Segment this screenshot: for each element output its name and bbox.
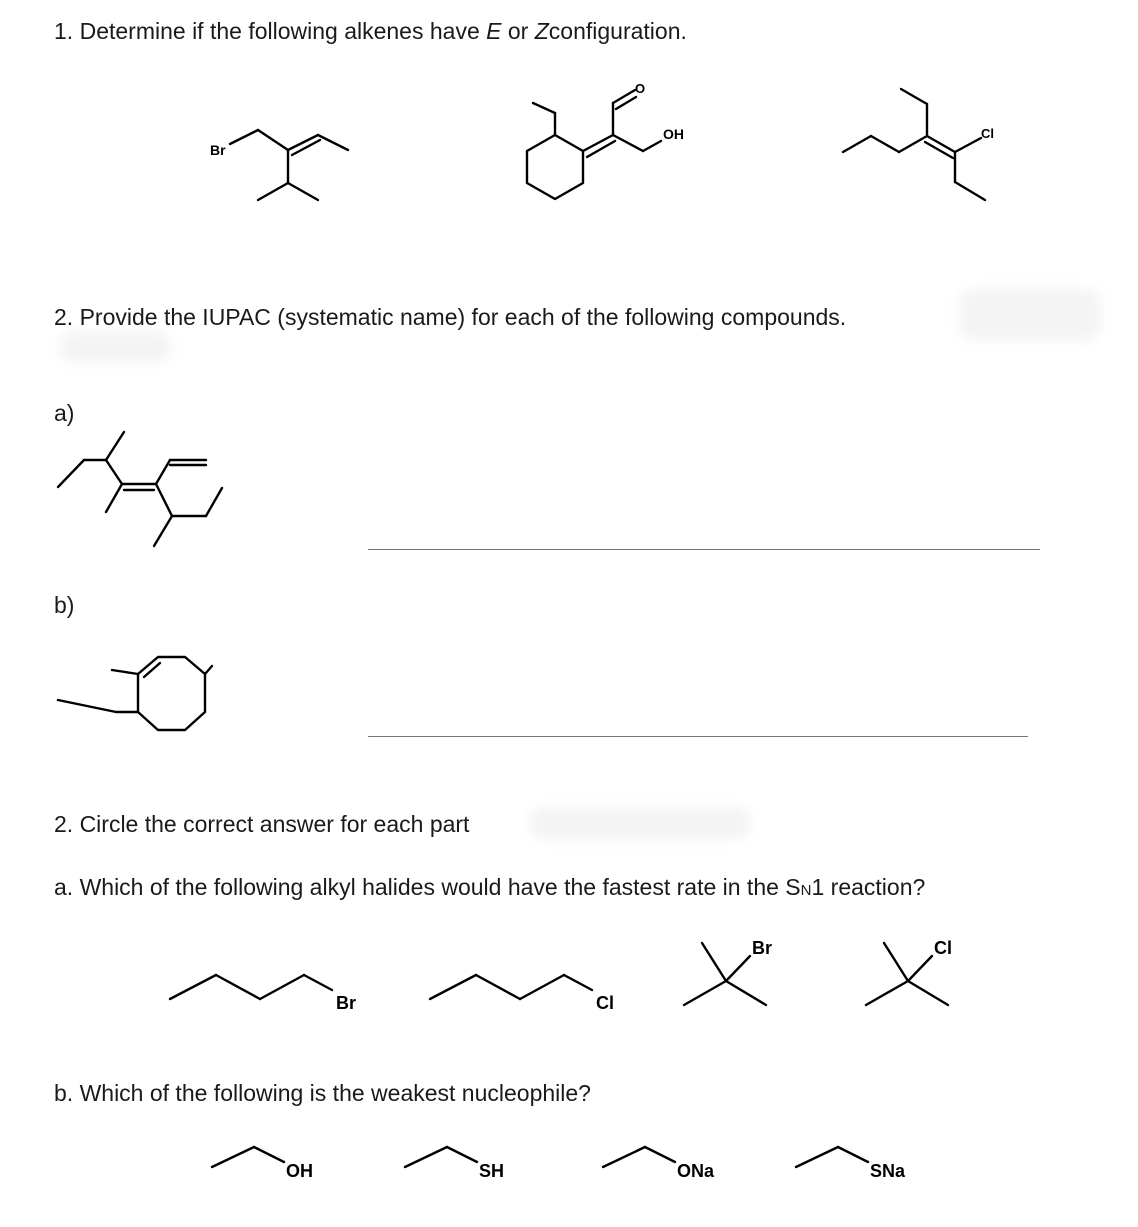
q3-part-b: b. Which of the following is the weakest nucleophile?: [54, 1080, 591, 1106]
q2-heading: 2. Provide the IUPAC (systematic name) for each of the following compounds.: [54, 304, 847, 330]
q2-part-b-label: b): [54, 592, 75, 618]
svg-text:SNa: SNa: [870, 1161, 906, 1181]
q2-molecule-b: [50, 650, 220, 735]
nucleophile-option-1[interactable]: [210, 1143, 330, 1183]
halide-option-1[interactable]: [168, 972, 368, 1012]
q2-answer-line-b[interactable]: [368, 736, 1028, 737]
nucleophile-option-3[interactable]: [601, 1143, 731, 1183]
q2-molecule-a: [50, 425, 230, 550]
svg-text:Br: Br: [210, 142, 226, 158]
svg-text:Br: Br: [752, 938, 773, 958]
smudge: [530, 808, 750, 838]
svg-text:Br: Br: [336, 993, 357, 1013]
svg-text:OH: OH: [286, 1161, 313, 1181]
svg-text:Cl: Cl: [934, 938, 952, 958]
nucleophile-option-2[interactable]: [403, 1143, 523, 1183]
nucleophile-option-4[interactable]: [794, 1143, 924, 1183]
q2-answer-line-a[interactable]: [368, 549, 1040, 550]
halide-option-3[interactable]: [680, 935, 800, 1010]
q1-molecule-1: [200, 120, 360, 210]
q1-molecule-2: [515, 75, 715, 205]
svg-text:ONa: ONa: [677, 1161, 715, 1181]
q3-heading: 2. Circle the correct answer for each part: [54, 811, 470, 837]
svg-text:Cl: Cl: [596, 993, 614, 1013]
svg-text:OH: OH: [663, 126, 684, 142]
svg-text:O: O: [635, 81, 646, 96]
halide-option-2[interactable]: [428, 972, 628, 1012]
q2-part-a-label: a): [54, 400, 75, 426]
q1-heading: 1. Determine if the following alkenes have E or Zconfiguration.: [54, 18, 687, 44]
svg-text:SH: SH: [479, 1161, 505, 1181]
q1-molecule-3: [835, 80, 1005, 210]
q3-part-a: a. Which of the following alkyl halides would have the fastest rate in the SN1 reaction?: [54, 874, 926, 900]
smudge: [960, 290, 1100, 340]
halide-option-4[interactable]: [862, 935, 982, 1010]
smudge: [60, 332, 170, 362]
svg-text:Cl: Cl: [981, 126, 994, 141]
